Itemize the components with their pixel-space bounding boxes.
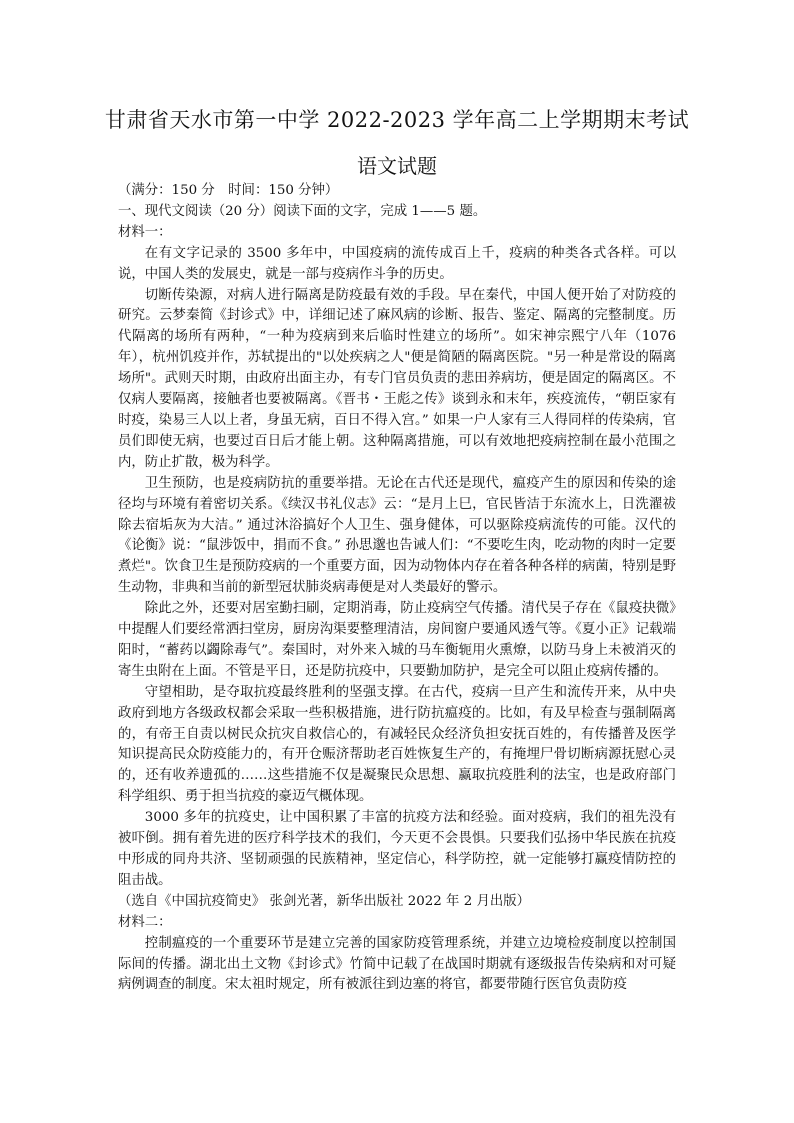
material-1-paragraph: 在有文字记录的 3500 多年中，中国疫病的流传成百上千，疫病的种类各式各样。可以说，中国人类的发展史，就是一部与疫病作斗争的历史。: [118, 245, 676, 282]
material-2-label: 材料二：: [118, 914, 172, 930]
material-2-paragraph: 控制瘟疫的一个重要环节是建立完善的国家防疫管理系统，并建立边境检疫制度以控制国际间的传播。湖北出土文物《封诊式》竹简中记载了在战国时期就有逐级报告传染病和对可疑病例调查的制度。宋太祖时规定，所有被派往到边塞的将官，都要带随行医官负责防疫: [118, 935, 676, 993]
material-1-paragraph: 守望相助，是夺取抗疫最终胜利的坚强支撑。在古代，疫病一旦产生和流传开来，从中央政府到地方各级政权都会采取一些积极措施，进行防抗瘟疫的。比如，有及早检查与强制隔离的，有帝王自责以树民众抗灾自救信心的，有减轻民众经济负担安抚百姓的，有传播普及医学知识提高民众防疫能力的，有开仓赈济帮助老百姓恢复生产的，有掩埋尸骨切断病源抚慰心灵的，还有收养遗孤的……这些措施不仅是凝聚民众思想、赢取抗疫胜利的法宝，也是政府部门科学组织、勇于担当抗疫的豪迈气概体现。: [118, 684, 676, 805]
document-body: [118, 181, 676, 996]
source-note: （选自《中国抗疫简史》 张剑光著，新华出版社 2022 年 2 月出版）: [118, 893, 531, 909]
material-1-paragraph: 3000 多年的抗疫史，让中国积累了丰富的抗疫方法和经验。面对疫病，我们的祖先没有被吓倒。拥有着先进的医疗科学技术的我们，今天更不会畏惧。只要我们弘扬中华民族在抗疫中形成的同舟共济、坚韧顽强的民族精神，坚定信心，科学防控，就一定能够打赢疫情防控的阻击战。: [118, 810, 676, 888]
material-1-paragraph: 切断传染源，对病人进行隔离是防疫最有效的手段。早在秦代，中国人便开始了对防疫的研究。云梦秦简《封诊式》中，详细记述了麻风病的诊断、报告、鉴定、隔离的完整制度。历代隔离的场所有两种，“一种为疫病到来后临时性建立的场所”。如宋神宗熙宁八年（1076 年），杭州饥疫并作，苏轼提出的"以处疾病之人"便是简陋的隔离医院。"另一种是常设的隔离场所"。武则天时期，由政府出面主办，有专门官员负责的悲田养病坊，便是固定的隔离区。不仅病人要隔离，接触者也要被隔离。《晋书・王彪之传》谈到永和末年，疾疫流传，“朝臣家有时疫，染易三人以上者，身虽无病，百日不得入宫。” 如果一户人家有三人得同样的传染病，官员们即使无病，也要过百日后才能上朝。这种隔离措施，可以有效地把疫病控制在最小范围之内，防止扩散，极为科学。: [118, 287, 676, 470]
material-1-paragraph: 除此之外，还要对居室勤扫刷，定期消毒，防止疫病空气传播。清代吴子存在《鼠疫抉微》中提醒人们要经常洒扫堂房，厨房沟渠要整理清洁，房间窗户要通风透气等。《夏小正》记载端阳时，“蓄药以蠲除毒气”。秦国时，对外来入城的马车衡轭用火熏燎，以防马身上未被消灭的寄生虫附在上面。不管是平日，还是防抗疫中，只要勤加防护，是完全可以阻止疫病传播的。: [118, 601, 676, 679]
material-1-paragraph: 卫生预防，也是疫病防抗的重要举措。无论在古代还是现代，瘟疫产生的原因和传染的途径均与环境有着密切关系。《续汉书礼仪志》云：“是月上巳，官民皆洁于东流水上，日洗濯祓除去宿垢灰为大洁。” 通过沐浴搞好个人卫生、强身健体，可以驱除疫病流传的可能。汉代的《论衡》说：“鼠涉饭中，捐而不食。” 孙思邈也告诫人们：“不要吃生肉，吃动物的肉时一定要煮烂"。饮食卫生是预防疫病的一个重要方面，因为动物体内存在着各种各样的病菌，特别是野生动物，非典和当前的新型冠状肺炎病毒便是对人类最好的警示。: [118, 475, 676, 596]
exam-title: 甘肃省天水市第一中学 2022-2023 学年高二上学期期末考试: [104, 108, 690, 132]
exam-subtitle: 语文试题: [357, 154, 437, 178]
section-heading: 一、现代文阅读（20 分）阅读下面的文字，完成 1——5 题。: [118, 203, 487, 219]
exam-info: （满分：150 分 时间：150 分钟）: [118, 183, 339, 198]
material-1-label: 材料一：: [118, 224, 172, 240]
